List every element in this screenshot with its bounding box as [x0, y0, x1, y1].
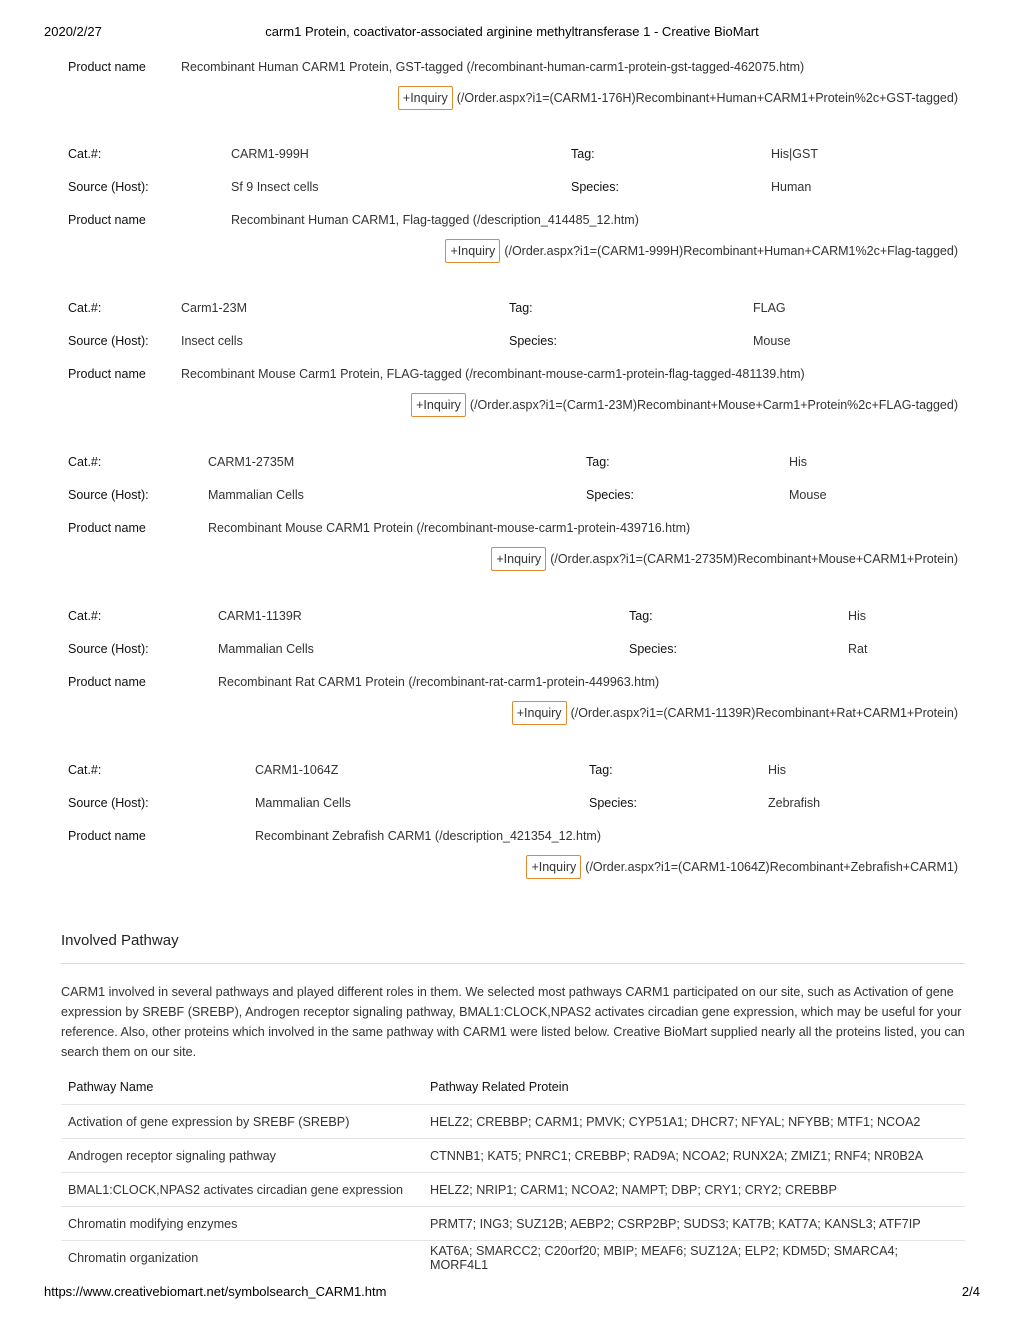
source-label: Source (Host):: [68, 642, 149, 656]
source-label: Source (Host):: [68, 180, 149, 194]
source-species-row: [0, 177, 1024, 197]
table-header-row: [61, 1070, 965, 1105]
inquiry-link[interactable]: (/Order.aspx?i1=(CARM1-2735M)Recombinant+Mouse+CARM1+Protein): [550, 552, 958, 566]
inquiry-row: [411, 392, 958, 418]
pathway-proteins-cell: HELZ2; NRIP1; CARM1; NCOA2; NAMPT; DBP; CRY1; CRY2; CREBBP: [423, 1173, 965, 1207]
section-divider: [61, 963, 965, 964]
product-name-link[interactable]: Recombinant Rat CARM1 Protein (/recombinant-rat-carm1-protein-449963.htm): [218, 675, 660, 689]
product-name-label: Product name: [68, 60, 146, 74]
table-row: [61, 1241, 965, 1275]
pathway-table: [61, 1070, 965, 1274]
source-species-row: [0, 639, 1024, 659]
source-value: Sf 9 Insect cells: [231, 180, 319, 194]
product-block: [0, 121, 1024, 275]
product-name-row: [0, 364, 1024, 384]
product-list: [0, 49, 1024, 891]
pathway-name-cell: Androgen receptor signaling pathway: [61, 1139, 423, 1173]
inquiry-button[interactable]: +Inquiry: [512, 701, 567, 725]
product-name-link[interactable]: Recombinant Human CARM1, Flag-tagged (/description_414485_12.htm): [231, 213, 639, 227]
tag-value: FLAG: [753, 301, 786, 315]
product-name-label: Product name: [68, 829, 146, 843]
species-label: Species:: [629, 642, 677, 656]
cat-value: CARM1-999H: [231, 147, 309, 161]
tag-label: Tag:: [629, 609, 653, 623]
tag-label: Tag:: [509, 301, 533, 315]
inquiry-row: [398, 85, 958, 111]
inquiry-row: [512, 700, 958, 726]
product-name-label: Product name: [68, 521, 146, 535]
product-name-link[interactable]: Recombinant Mouse CARM1 Protein (/recombinant-mouse-carm1-protein-439716.htm): [208, 521, 691, 535]
cat-value: CARM1-1139R: [218, 609, 302, 623]
cat-tag-row: [0, 298, 1024, 318]
species-value: Mouse: [789, 488, 827, 502]
product-name-link[interactable]: Recombinant Human CARM1 Protein, GST-tagged (/recombinant-human-carm1-protein-gst-tagged-462075.htm): [181, 60, 805, 74]
cat-value: Carm1-23M: [181, 301, 247, 315]
species-label: Species:: [509, 334, 557, 348]
product-block: [0, 737, 1024, 891]
species-value: Human: [771, 180, 812, 194]
inquiry-button[interactable]: +Inquiry: [491, 547, 546, 571]
cat-label: Cat.#:: [68, 301, 102, 315]
table-row: [61, 1105, 965, 1139]
pathway-intro: CARM1 involved in several pathways and played different roles in them. We selected most pathways CARM1 participated on our site, such as Activation of gene expression by SREBF (SREBP), Androgen receptor signaling pathway, BMAL1:CLOCK,NPAS2 activates circadian gene expression, which may be useful for your reference. Also, other proteins which involved in the same pathway with CARM1 were listed below. Creative BioMart supplied nearly all the proteins listed, you can search them on our site.: [61, 985, 965, 1059]
product-block: [0, 49, 1024, 121]
product-name-label: Product name: [68, 367, 146, 381]
print-date: 2020/2/27: [44, 24, 102, 39]
table-row: [61, 1139, 965, 1173]
source-label: Source (Host):: [68, 488, 149, 502]
source-value: Insect cells: [181, 334, 243, 348]
column-header: Pathway Name: [68, 1080, 154, 1094]
product-name-link[interactable]: Recombinant Zebrafish CARM1 (/description_421354_12.htm): [255, 829, 602, 843]
section-title: Involved Pathway: [61, 932, 179, 949]
tag-label: Tag:: [586, 455, 610, 469]
table-row: [61, 1207, 965, 1241]
source-value: Mammalian Cells: [218, 642, 314, 656]
pathway-name-cell: Chromatin organization: [61, 1241, 423, 1275]
cat-tag-row: [0, 452, 1024, 472]
product-name-row: [0, 210, 1024, 230]
pathway-proteins-cell: CTNNB1; KAT5; PNRC1; CREBBP; RAD9A; NCOA2; RUNX2A; ZMIZ1; RNF4; NR0B2A: [423, 1139, 965, 1173]
source-value: Mammalian Cells: [255, 796, 351, 810]
product-name-row: [0, 57, 1024, 77]
cat-value: CARM1-2735M: [208, 455, 295, 469]
inquiry-row: [445, 238, 958, 264]
species-label: Species:: [571, 180, 619, 194]
product-name-label: Product name: [68, 213, 146, 227]
source-species-row: [0, 485, 1024, 505]
source-species-row: [0, 793, 1024, 813]
product-block: [0, 275, 1024, 429]
pathway-name-cell: Chromatin modifying enzymes: [61, 1207, 423, 1241]
tag-label: Tag:: [571, 147, 595, 161]
product-block: [0, 429, 1024, 583]
species-value: Zebrafish: [768, 796, 821, 810]
print-header: [0, 24, 1024, 42]
product-block: [0, 583, 1024, 737]
source-label: Source (Host):: [68, 334, 149, 348]
inquiry-link[interactable]: (/Order.aspx?i1=(CARM1-1064Z)Recombinant+Zebrafish+CARM1): [585, 860, 958, 874]
pathway-proteins-cell: PRMT7; ING3; SUZ12B; AEBP2; CSRP2BP; SUDS3; KAT7B; KAT7A; KANSL3; ATF7IP: [423, 1207, 965, 1241]
tag-value: His: [848, 609, 867, 623]
print-title: carm1 Protein, coactivator-associated arginine methyltransferase 1 - Creative BioMart: [265, 24, 759, 39]
cat-tag-row: [0, 760, 1024, 780]
cat-label: Cat.#:: [68, 455, 102, 469]
product-name-link[interactable]: Recombinant Mouse Carm1 Protein, FLAG-tagged (/recombinant-mouse-carm1-protein-flag-tagged-481139.htm): [181, 367, 805, 381]
product-name-label: Product name: [68, 675, 146, 689]
inquiry-link[interactable]: (/Order.aspx?i1=(CARM1-176H)Recombinant+Human+CARM1+Protein%2c+GST-tagged): [456, 91, 958, 105]
inquiry-button[interactable]: +Inquiry: [398, 86, 453, 110]
tag-value: His: [789, 455, 808, 469]
source-species-row: [0, 331, 1024, 351]
cat-label: Cat.#:: [68, 763, 102, 777]
tag-value: His|GST: [771, 147, 818, 161]
page-number: 2/4: [961, 1284, 980, 1299]
species-label: Species:: [586, 488, 634, 502]
source-label: Source (Host):: [68, 796, 149, 810]
tag-value: His: [768, 763, 787, 777]
species-label: Species:: [589, 796, 637, 810]
cat-label: Cat.#:: [68, 609, 102, 623]
product-name-row: [0, 826, 1024, 846]
cat-value: CARM1-1064Z: [255, 763, 339, 777]
species-value: Rat: [848, 642, 868, 656]
species-value: Mouse: [753, 334, 791, 348]
table-row: [61, 1173, 965, 1207]
inquiry-button[interactable]: +Inquiry: [445, 239, 500, 263]
inquiry-link[interactable]: (/Order.aspx?i1=(CARM1-1139R)Recombinant+Rat+CARM1+Protein): [570, 706, 958, 720]
inquiry-button[interactable]: +Inquiry: [411, 393, 466, 417]
pathway-proteins-cell: HELZ2; CREBBP; CARM1; PMVK; CYP51A1; DHCR7; NFYAL; NFYBB; MTF1; NCOA2: [423, 1105, 965, 1139]
inquiry-row: [526, 854, 958, 880]
source-value: Mammalian Cells: [208, 488, 304, 502]
print-footer: [0, 1284, 1024, 1302]
print-url: https://www.creativebiomart.net/symbolsearch_CARM1.htm: [44, 1284, 387, 1299]
pathway-proteins-cell: KAT6A; SMARCC2; C20orf20; MBIP; MEAF6; SUZ12A; ELP2; KDM5D; SMARCA4; MORF4L1: [423, 1241, 965, 1275]
inquiry-link[interactable]: (/Order.aspx?i1=(Carm1-23M)Recombinant+Mouse+Carm1+Protein%2c+FLAG-tagged): [469, 398, 958, 412]
product-name-row: [0, 672, 1024, 692]
cat-tag-row: [0, 144, 1024, 164]
pathway-name-cell: Activation of gene expression by SREBF (SREBP): [61, 1105, 423, 1139]
pathway-name-cell: BMAL1:CLOCK,NPAS2 activates circadian gene expression: [61, 1173, 423, 1207]
column-header: Pathway Related Protein: [430, 1080, 569, 1094]
inquiry-link[interactable]: (/Order.aspx?i1=(CARM1-999H)Recombinant+Human+CARM1%2c+Flag-tagged): [504, 244, 958, 258]
inquiry-row: [491, 546, 958, 572]
inquiry-button[interactable]: +Inquiry: [526, 855, 581, 879]
cat-label: Cat.#:: [68, 147, 102, 161]
cat-tag-row: [0, 606, 1024, 626]
product-name-row: [0, 518, 1024, 538]
tag-label: Tag:: [589, 763, 613, 777]
